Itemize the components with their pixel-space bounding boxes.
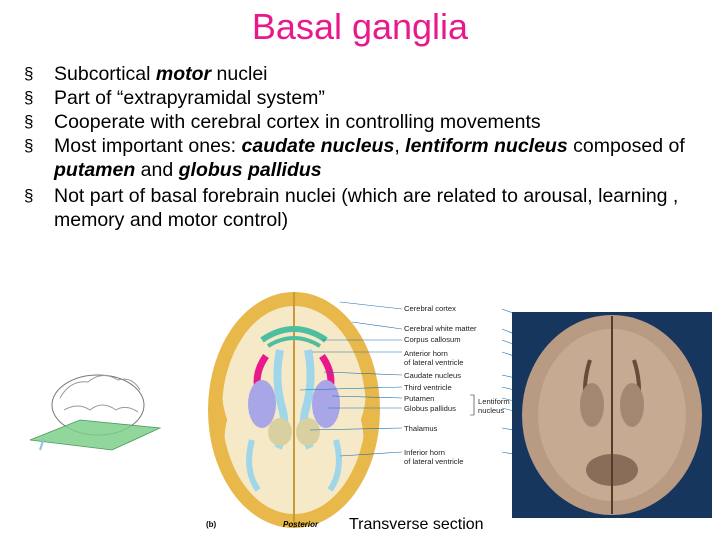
label-inferior-horn: Inferior horn [404,448,445,457]
bullet-item [24,184,714,232]
emphasis-text: caudate nucleus [241,135,395,157]
emphasis-text: lentiform nucleus [405,135,568,157]
label-corpus-callosum: Corpus callosum [404,335,461,344]
label-putamen: Putamen [404,394,435,403]
bullet-text: Most important ones: [54,135,242,157]
bullet-text: Part of “extrapyramidal system” [54,87,325,109]
panel-label: (b) [206,520,217,529]
bullet-item [24,86,714,110]
slide-title: Basal ganglia [251,6,469,47]
label-globus-pallidus: Globus pallidus [404,404,456,413]
bullet-item [24,134,714,182]
bullet-text: Subcortical [54,63,156,85]
bullet-marker: § [24,186,34,205]
label-inferior-horn-2: of lateral ventricle [404,457,464,466]
bullet-text: Cooperate with cerebral cortex in controlling movements [54,111,541,133]
label-third-ventricle: Third ventricle [404,383,452,392]
bullet-marker: § [24,136,34,155]
bullet-item [24,62,714,86]
emphasis-text: putamen [54,159,136,181]
bullet-marker: § [24,88,34,107]
orientation-label: Posterior [283,520,319,529]
bullet-text: , [394,135,406,157]
bullet-text: and [135,159,179,181]
label-anterior-horn-2: of lateral ventricle [404,358,464,367]
bullet-list [24,62,714,232]
label-lentiform: Lentiform [478,397,510,406]
label-cerebral-cortex: Cerebral cortex [404,304,456,313]
label-lentiform-2: nucleus [478,406,505,415]
bullet-marker: § [24,112,34,131]
brain-photo [512,312,712,518]
figure-caption: Transverse section [349,516,484,533]
bullet-text: Not part of basal forebrain nuclei (which are related to arousal, learning , memory and motor control) [54,185,679,231]
bullet-text: composed of [567,135,685,157]
emphasis-text: motor [155,63,212,85]
emphasis-text: globus pallidus [178,159,322,181]
label-thalamus: Thalamus [404,424,438,433]
label-cerebral-white-matter: Cerebral white matter [404,324,477,333]
label-caudate-nucleus: Caudate nucleus [404,371,461,380]
bullet-text: nuclei [211,63,268,85]
brain-orientation-icon [30,375,160,450]
bullet-item [24,110,714,134]
brain-figure [0,280,720,540]
bullet-marker: § [24,64,34,83]
label-anterior-horn: Anterior horn [404,349,448,358]
brain-illustration [206,290,384,530]
